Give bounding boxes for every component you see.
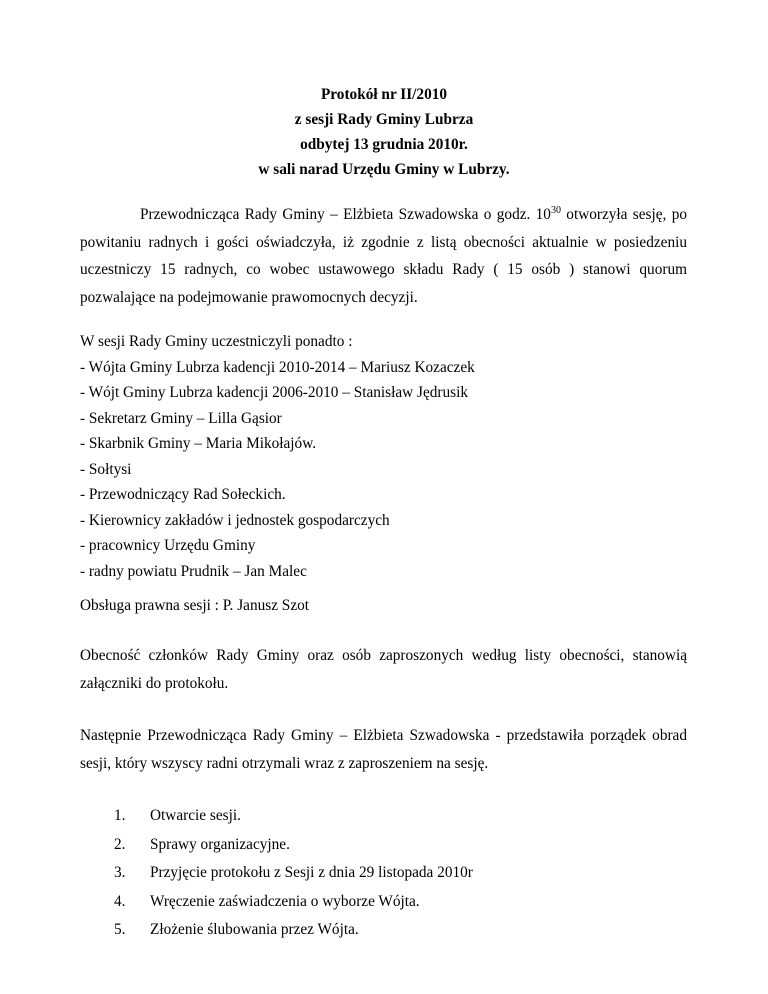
attendee-item: - Wójt Gminy Lubrza kadencji 2006-2010 – Stanisław Jędrusik [80,384,469,401]
attendance-note-text: Obecność członków Rady Gminy oraz osób zaproszonych według listy obecności, stanowią załączniki do protokołu. [80,647,687,692]
attendance-note-paragraph [80,642,687,697]
attendees-section [80,329,687,584]
agenda-item [80,859,687,888]
attendee-item: - Sekretarz Gminy – Lilla Gąsior [80,409,282,427]
legal-service-text: Obsługa prawna sesji : P. Janusz Szot [80,597,310,614]
agenda-item-number: 5. [114,921,126,938]
intro-text-part2: otworzyła sesję, po powitaniu radnych i gości oświadczyła, iż zgodnie z listą obecności aktualnie w posiedzeniu uczestniczy 15 radnych, co wobec ustawowego składu Rady ( 15 osób ) stanowi quorum pozwalające na podejmowanie prawomocnych decyzji. [80,206,687,306]
title-line-date: odbytej 13 grudnia 2010r. [300,136,468,153]
agenda-item [80,802,687,831]
agenda-intro-paragraph [80,722,687,777]
agenda-item-text: Sprawy organizacyjne. [150,835,290,853]
attendees-heading: W sesji Rady Gminy uczestniczyli ponadto : [80,333,353,350]
legal-service-line [80,592,687,620]
agenda-item [80,888,687,917]
agenda-item-text: Złożenie ślubowania przez Wójta. [150,921,359,938]
intro-paragraph [80,201,687,311]
agenda-item-number: 1. [114,807,126,824]
title-line-location: w sali narad Urzędu Gminy w Lubrzy. [258,161,510,178]
attendee-item: - Skarbnik Gminy – Maria Mikołajów. [80,435,317,452]
agenda-item [80,831,687,860]
document-title [0,82,768,182]
agenda-item-number: 4. [114,892,126,910]
title-line-session: z sesji Rady Gminy Lubrza [294,111,474,128]
attendee-item: - Kierownicy zakładów i jednostek gospodarczych [80,511,390,529]
agenda-item-text: Przyjęcie protokołu z Sesji z dnia 29 listopada 2010r [150,864,473,881]
agenda-item-number: 3. [114,864,126,881]
agenda-item [80,916,687,945]
attendee-item: - Wójta Gminy Lubrza kadencji 2010-2014 – Mariusz Kozaczek [80,358,475,376]
attendee-item: - Sołtysi [80,460,132,478]
attendee-item: - radny powiatu Prudnik – Jan Malec [80,562,307,580]
intro-time-superscript: 30 [550,205,561,216]
title-line-protocol-number: Protokół nr II/2010 [320,86,448,103]
intro-text-part1: Przewodnicząca Rady Gminy – Elżbieta Szwadowska o godz. 10 [140,206,551,223]
agenda-list [80,802,687,945]
attendee-item: - Przewodniczący Rad Sołeckich. [80,486,286,503]
attendee-item: - pracownicy Urzędu Gminy [80,537,256,554]
agenda-item-text: Otwarcie sesji. [150,807,241,824]
agenda-item-text: Wręczenie zaświadczenia o wyborze Wójta. [150,892,420,910]
agenda-intro-text: Następnie Przewodnicząca Rady Gminy – Elżbieta Szwadowska - przedstawiła porządek obrad sesji, który wszyscy radni otrzymali wraz z zaproszeniem na sesję. [80,727,687,772]
agenda-item-number: 2. [114,835,126,853]
